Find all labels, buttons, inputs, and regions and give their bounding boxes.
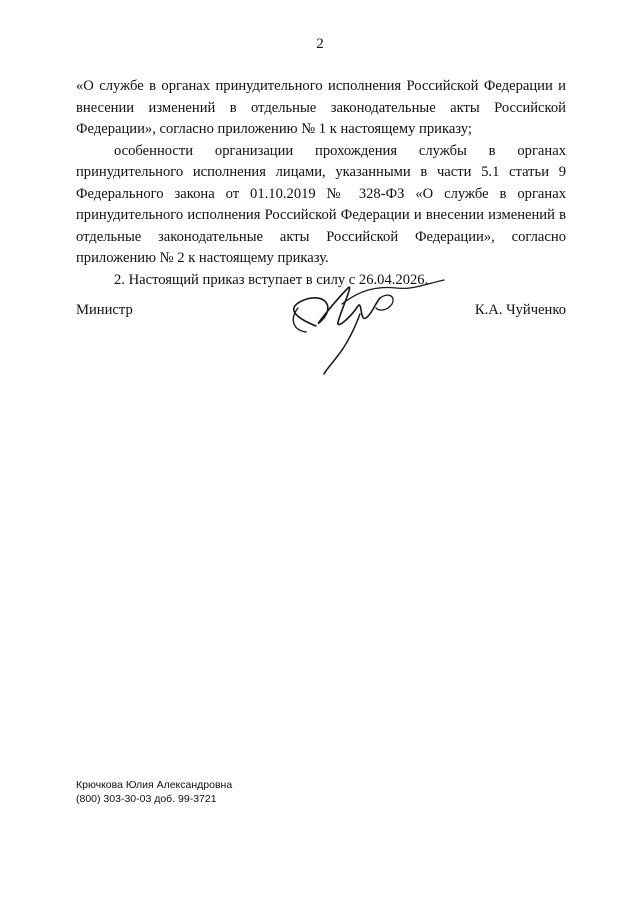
signature-block: [76, 302, 566, 392]
signatory-name: К.А. Чуйченко: [474, 302, 566, 318]
executor-info: [76, 778, 232, 806]
page-number: 2: [316, 36, 324, 52]
paragraph-features: особенности организации прохождения службы в органах принудительного исполнения лицами, указанными в части 5.1 статьи 9 Федерального закона от 01.10.2019 № 328-ФЗ «О службе в органах принудительного исполнения Российской Федерации и внесении изменений в отдельные законодательные акты Российской Федерации», согласно приложению № 2 к настоящему приказу.: [76, 142, 566, 266]
executor-name: Крючкова Юлия Александровна: [76, 779, 233, 791]
signatory-title: Министр: [76, 302, 133, 318]
paragraph-effective-date: 2. Настоящий приказ вступает в силу с 26.04.2026.: [114, 271, 429, 288]
paragraph-continuation: «О службе в органах принудительного исполнения Российской Федерации и внесении изменений в отдельные законодательные акты Российской Федерации», согласно приложению № 1 к настоящему приказу;: [76, 78, 566, 137]
executor-phone: (800) 303-30-03 доб. 99-3721: [76, 793, 217, 805]
handwritten-signature: [276, 278, 446, 378]
document-body: [76, 76, 566, 291]
